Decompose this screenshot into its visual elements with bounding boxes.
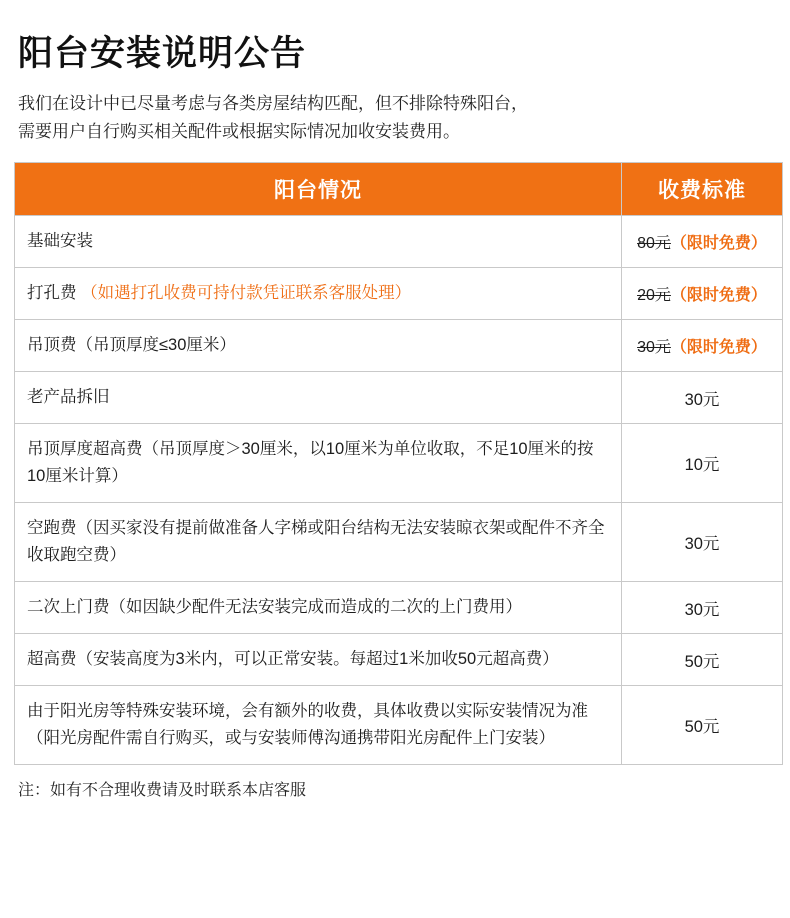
cell-situation — [15, 686, 622, 765]
situation-text: 基础安装 — [27, 232, 93, 250]
cell-fee: 30元 — [622, 503, 783, 582]
situation-text: 打孔费 — [27, 284, 77, 302]
fee-free-tag: （限时免费） — [670, 339, 767, 356]
cell-situation — [15, 634, 622, 686]
fee-free-tag: （限时免费） — [670, 287, 767, 304]
cell-situation — [15, 320, 622, 372]
situation-text: 由于阳光房等特殊安装环境，会有额外的收费，具体收费以实际安装情况为准（阳光房配件需自行购买，或与安装师傅沟通携带阳光房配件上门安装） — [27, 702, 588, 747]
cell-fee: 30元 — [622, 582, 783, 634]
situation-text: 老产品拆旧 — [27, 388, 110, 406]
column-header-fee: 收费标准 — [622, 163, 783, 216]
situation-text: 吊顶厚度超高费（吊顶厚度＞30厘米，以10厘米为单位收取，不足10厘米的按10厘米计算） — [27, 440, 594, 485]
table-row — [15, 268, 783, 320]
cell-situation — [15, 268, 622, 320]
footnote: 注：如有不合理收费请及时联系本店客服 — [18, 782, 307, 799]
table-row — [15, 634, 783, 686]
fee-promo-wrap — [637, 339, 767, 356]
table-row — [15, 582, 783, 634]
fee-table — [14, 162, 783, 765]
cell-fee — [622, 216, 783, 268]
intro-paragraph — [18, 90, 776, 146]
intro-line-2: 需要用户自行购买相关配件或根据实际情况加收安装费用。 — [18, 122, 460, 141]
page-title: 阳台安装说明公告 — [18, 34, 307, 73]
table-header — [15, 163, 783, 216]
fee-promo-wrap — [637, 235, 767, 252]
table-row — [15, 372, 783, 424]
table-row — [15, 424, 783, 503]
situation-text: 二次上门费（如因缺少配件无法安装完成而造成的二次的上门费用） — [27, 598, 522, 616]
table-row — [15, 216, 783, 268]
table-body — [15, 216, 783, 765]
situation-text: 超高费（安装高度为3米内，可以正常安装。每超过1米加收50元超高费） — [27, 650, 559, 668]
cell-fee — [622, 268, 783, 320]
cell-fee: 10元 — [622, 424, 783, 503]
cell-situation — [15, 216, 622, 268]
table-row — [15, 686, 783, 765]
fee-free-tag: （限时免费） — [670, 235, 767, 252]
situation-text: 吊顶费（吊顶厚度≤30厘米） — [27, 336, 236, 354]
situation-note: （如遇打孔收费可持付款凭证联系客服处理） — [81, 284, 412, 302]
cell-situation — [15, 503, 622, 582]
cell-situation — [15, 424, 622, 503]
cell-fee — [622, 320, 783, 372]
cell-fee: 50元 — [622, 634, 783, 686]
cell-fee: 50元 — [622, 686, 783, 765]
situation-text: 空跑费（因买家没有提前做准备人字梯或阳台结构无法安装晾衣架或配件不齐全收取跑空费） — [27, 519, 605, 564]
table-header-row — [15, 163, 783, 216]
cell-situation — [15, 372, 622, 424]
fee-original: 20元 — [637, 287, 671, 304]
column-header-situation: 阳台情况 — [15, 163, 622, 216]
intro-line-1: 我们在设计中已尽量考虑与各类房屋结构匹配，但不排除特殊阳台， — [18, 94, 528, 113]
fee-promo-wrap — [637, 287, 767, 304]
fee-original: 30元 — [637, 339, 671, 356]
cell-situation — [15, 582, 622, 634]
table-row — [15, 320, 783, 372]
cell-fee: 30元 — [622, 372, 783, 424]
fee-original: 80元 — [637, 235, 671, 252]
table-row — [15, 503, 783, 582]
